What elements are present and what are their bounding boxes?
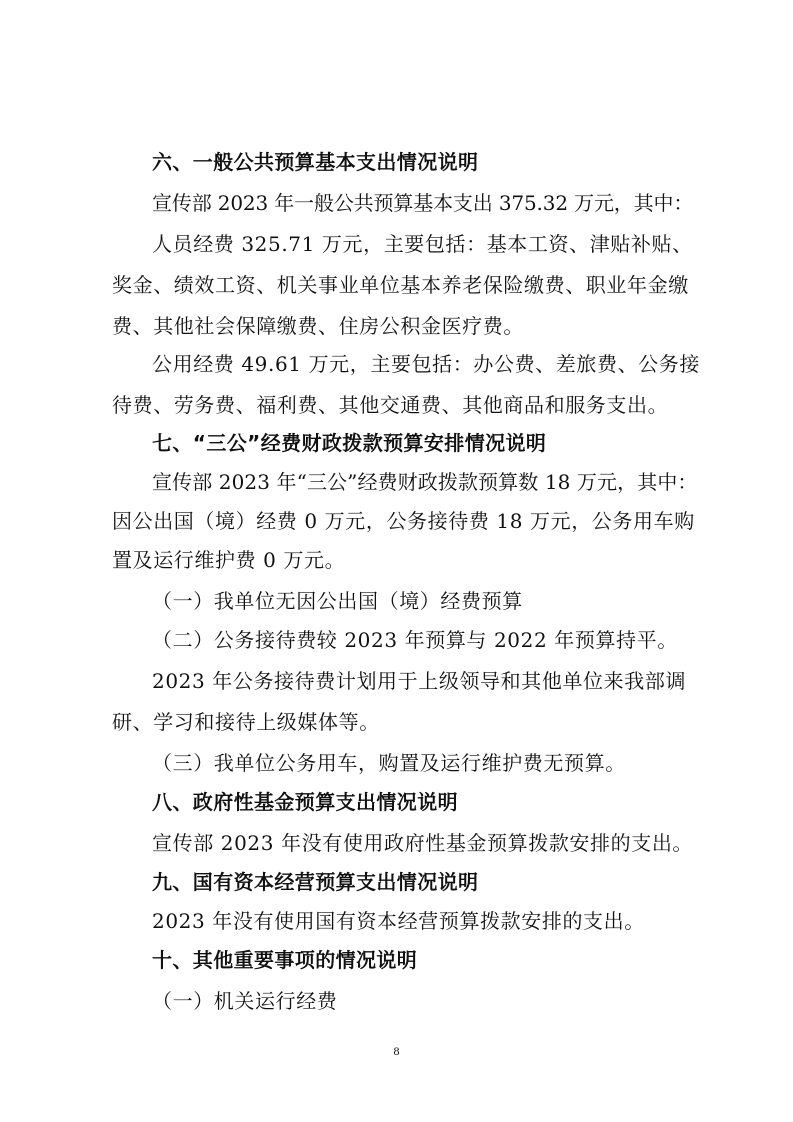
paragraph-line: 宣传部 2023 年一般公共预算基本支出 375.32 万元，其中：	[152, 191, 694, 215]
sub-item-1: （一）机关运行经费	[152, 989, 338, 1013]
paragraph-line: 2023 年公务接待费计划用于上级领导和其他单位来我部调	[152, 669, 687, 693]
paragraph-line: 公用经费 49.61 万元，主要包括：办公费、差旅费、公务接	[152, 352, 700, 376]
paragraph-line: 研、学习和接待上级媒体等。	[112, 710, 380, 734]
paragraph-line: 人员经费 325.71 万元，主要包括：基本工资、津贴补贴、	[152, 232, 693, 256]
paragraph-line: 费、其他社会保障缴费、住房公积金医疗费。	[112, 314, 524, 338]
paragraph-line: 置及运行维护费 0 万元。	[112, 548, 346, 572]
sub-item-3: （三）我单位公务用车，购置及运行维护费无预算。	[152, 751, 626, 775]
paragraph-line: 因公出国（境）经费 0 万元，公务接待费 18 万元，公务用车购	[112, 509, 695, 533]
sub-item-2: （二）公务接待费较 2023 年预算与 2022 年预算持平。	[152, 628, 678, 652]
sub-item-1: （一）我单位无因公出国（境）经费预算	[152, 589, 523, 613]
paragraph-line: 2023 年没有使用国有资本经营预算拨款安排的支出。	[152, 909, 645, 933]
page-number: 8	[393, 1044, 400, 1058]
section-heading-9: 九、国有资本经营预算支出情况说明	[152, 870, 479, 894]
paragraph-line: 宣传部 2023 年“三公”经费财政拨款预算数 18 万元，其中：	[152, 470, 698, 494]
paragraph-line: 奖金、绩效工资、机关事业单位基本养老保险缴费、职业年金缴	[112, 273, 689, 297]
section-heading-10: 十、其他重要事项的情况说明	[152, 948, 418, 972]
paragraph-line: 待费、劳务费、福利费、其他交通费、其他商品和服务支出。	[112, 393, 669, 417]
section-heading-7: 七、“三公”经费财政拨款预算安排情况说明	[152, 431, 547, 455]
section-heading-6: 六、一般公共预算基本支出情况说明	[152, 150, 479, 174]
section-heading-8: 八、政府性基金预算支出情况说明	[152, 790, 458, 814]
paragraph-line: 宣传部 2023 年没有使用政府性基金预算拨款安排的支出。	[152, 831, 694, 855]
